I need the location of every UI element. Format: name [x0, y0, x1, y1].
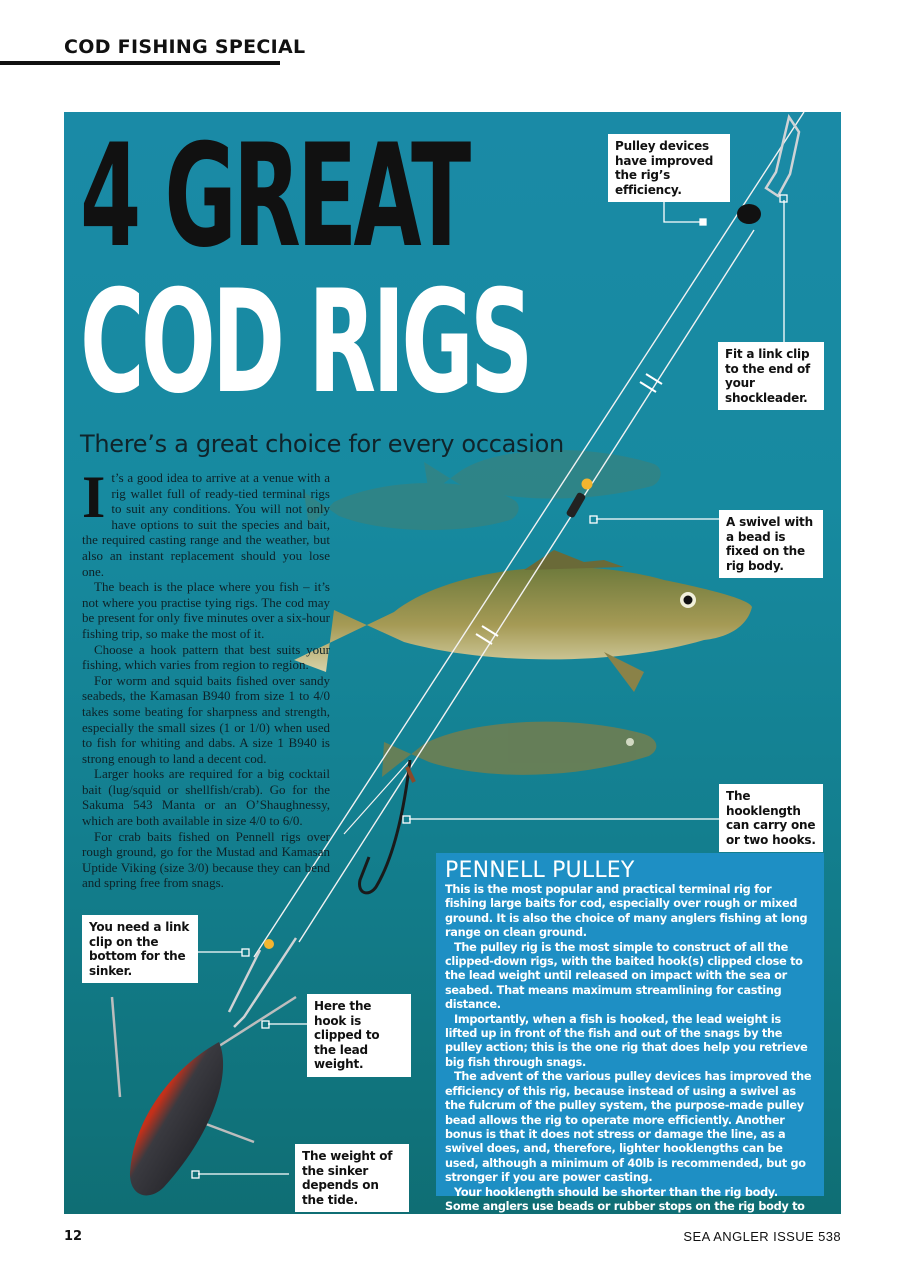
- callout-sinker-weight: The weight of the sinker depends on the tide.: [295, 1144, 409, 1212]
- feature-panel: [64, 112, 841, 1214]
- intro-paragraph: The beach is the place where you fish – it’s not where you practise tying rigs. The cod may be present for only five minutes over a six-hour fishing trip, so make the most of it.: [82, 579, 330, 641]
- magazine-issue: SEA ANGLER ISSUE 538: [683, 1229, 841, 1244]
- headline-line-1: 4 GREAT: [80, 114, 468, 279]
- pennell-paragraph: Importantly, when a fish is hooked, the lead weight is lifted up in front of the fish and out of the snags by the pulley action; this is the one rig that does help you retrieve big fish through snags.: [445, 1012, 808, 1069]
- callout-link-clip-top: Fit a link clip to the end of your shockleader.: [718, 342, 824, 410]
- callout-hook-clipped: Here the hook is clipped to the lead weight.: [307, 994, 411, 1077]
- section-label: COD FISHING SPECIAL: [64, 36, 306, 58]
- intro-paragraph: Larger hooks are required for a big cocktail bait (lug/squid or shellfish/crab). Go for the Sakuma 543 Manta or an O’Shaughnessy, which are both available in size 4/0 to 6/0.: [82, 766, 330, 829]
- callout-pulley: Pulley devices have improved the rig’s efficiency.: [608, 134, 730, 202]
- pennell-paragraph: The pulley rig is the most simple to construct of all the clipped-down rigs, with the baited hook(s) clipped close to the lead weight until released on impact with the sea or seabed. That means maximum streamlining for casting distance.: [445, 940, 803, 1012]
- callout-hooklength: The hooklength can carry one or two hooks.: [719, 784, 823, 852]
- background-fish: [304, 450, 661, 530]
- intro-paragraph: For crab baits fished on Pennell rigs over rough ground, go for the Mustad and Kamasan Uptide Viking (size 3/0) because they can bend and spring free from snags.: [82, 828, 330, 891]
- callout-link-clip-bottom: You need a link clip on the bottom for the sinker.: [82, 915, 198, 983]
- intro-paragraph: For worm and squid baits fished over sandy seabeds, the Kamasan B940 from size 1 to 4/0 takes some beating for sharpness and strength, especially the small sizes (1 or 1/0) when used to fish for whiting and dabs. A size 1 B940 is strong enough to land a decent cod.: [82, 672, 330, 766]
- intro-paragraph: Choose a hook pattern that best suits your fishing, which varies from region to region.: [82, 641, 330, 673]
- intro-first-paragraph: t’s a good idea to arrive at a venue with a rig wallet full of ready-tied terminal rigs to suit any conditions. You will not only have options to suit the species and bait, the required casting range and the weather, but also an instant replacement should you lose one.: [82, 470, 330, 579]
- section-rule: [0, 61, 280, 65]
- intro-article: [82, 464, 330, 891]
- page-number: 12: [64, 1229, 83, 1244]
- hook: [360, 760, 414, 893]
- callout-swivel: A swivel with a bead is fixed on the rig body.: [719, 510, 823, 578]
- headline-line-2: COD RIGS: [80, 260, 530, 425]
- drop-cap: I: [82, 464, 106, 530]
- pennell-paragraph: The advent of the various pulley devices has improved the efficiency of this rig, because instead of using a swivel as the fulcrum of the pulley system, the purpose-made pulley bead allows the rig to operate more efficiently. Another bonus is that it does not stress or damage the line, as a swivel does, and, therefore, lighter hooklengths can be used, although a minimum of 40lb is recommended, but go stronger if you are power casting.: [445, 1070, 812, 1185]
- cod-fish-lower: [382, 722, 656, 777]
- pennell-pulley-box: [436, 853, 824, 1213]
- pennell-text: [445, 883, 815, 1214]
- cod-fish-large: [294, 550, 752, 692]
- pennell-title: PENNELL PULLEY: [445, 858, 635, 883]
- pennell-paragraph: Your hooklength should be shorter than the rig body. Some anglers use beads or rubber stops on the rig body to: [445, 1185, 805, 1213]
- subtitle: There’s a great choice for every occasion: [80, 430, 564, 458]
- pennell-paragraph: This is the most popular and practical terminal rig for fishing large baits for cod, especially over rough or mixed ground. It is also the choice of many anglers fishing at long range on clean ground.: [445, 883, 808, 940]
